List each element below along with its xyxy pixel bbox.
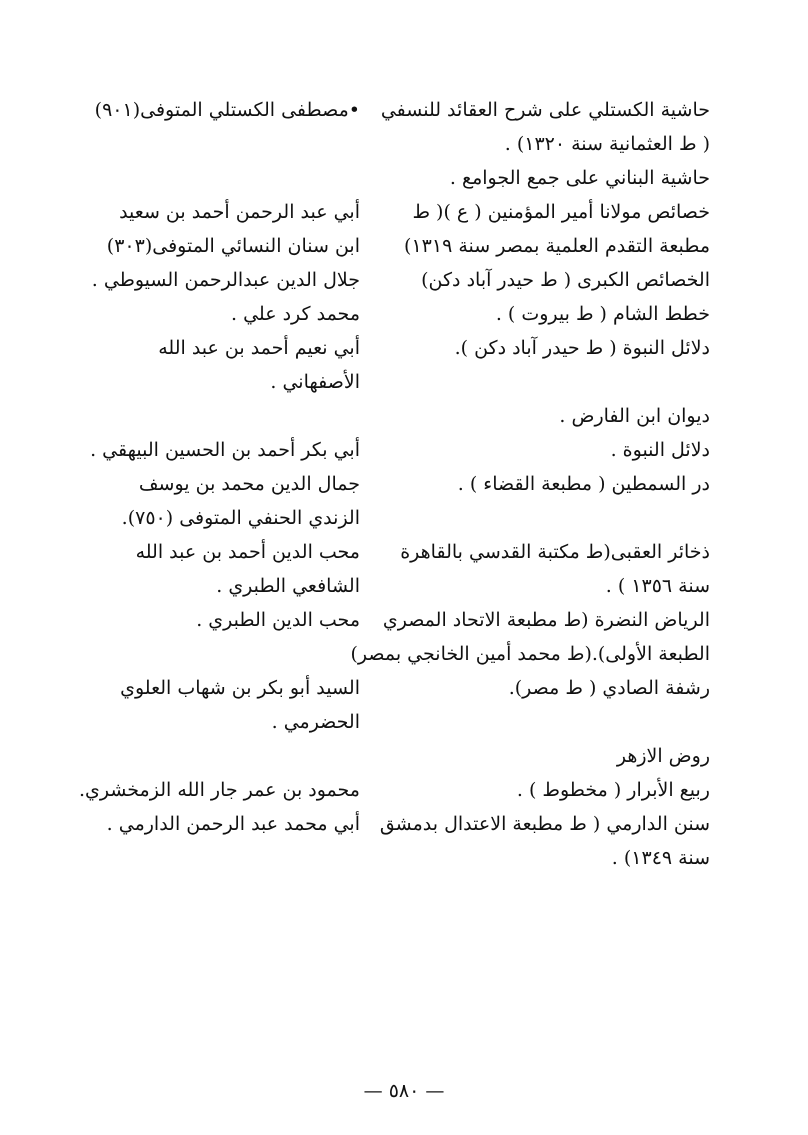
entry-title-line: الطبعة الأولى).(ط محمد أمين الخانجي بمصر) — [350, 643, 710, 665]
entry-author-line: الشافعي الطبري . — [216, 575, 360, 597]
bibliography-entry — [98, 807, 710, 875]
entry-title — [372, 195, 710, 263]
entry-author-line: محب الدين أحمد بن عبد الله — [135, 541, 360, 563]
entry-author — [98, 807, 360, 841]
entry-title — [372, 739, 710, 773]
entry-title-line: ربيع الأبرار ( مخطوط ) . — [516, 779, 710, 801]
entry-title-line: حاشية الكستلي على شرح العقائد للنسفي — [380, 99, 710, 121]
entry-title — [372, 433, 710, 467]
entry-title — [372, 535, 710, 603]
entry-title-line: سنن الدارمي ( ط مطبعة الاعتدال بدمشق — [379, 813, 710, 835]
bibliography-entry — [98, 603, 710, 671]
entry-title-line: ديوان ابن الفارض . — [559, 405, 710, 427]
bibliography-entry — [78, 773, 710, 807]
page-number: — ٥٨٠ — — [363, 1080, 445, 1102]
entry-author — [98, 535, 360, 603]
entry-title-line: سنة ١٣٤٩) . — [611, 847, 710, 869]
entry-title-line: سنة ١٣٥٦ ) . — [605, 575, 710, 597]
entry-author — [98, 467, 360, 535]
entry-author-line: أبي نعيم أحمد بن عبد الله — [158, 337, 360, 359]
entry-author-line: •مصطفى الكستلي المتوفى(٩٠١) — [94, 99, 360, 121]
entry-title-line: الرياض النضرة (ط مطبعة الاتحاد المصري — [382, 609, 710, 631]
entry-author-line: أبي عبد الرحمن أحمد بن سعيد — [119, 201, 360, 223]
entry-author-line: السيد أبو بكر بن شهاب العلوي — [120, 677, 360, 699]
bibliography-entry — [91, 263, 710, 297]
entry-title-line: روض الازهر — [616, 745, 710, 767]
entry-author — [94, 93, 360, 127]
entry-title-line: حاشية البناني على جمع الجوامع . — [449, 167, 710, 189]
entry-title-line: ذخائر العقبى(ط مكتبة القدسي بالقاهرة — [400, 541, 710, 563]
entry-title — [372, 263, 710, 297]
entry-title-line: خطط الشام ( ط بيروت ) . — [495, 303, 710, 325]
bibliography-entry — [98, 195, 710, 263]
entry-title-line: خصائص مولانا أمير المؤمنين ( ع )( ط — [412, 201, 710, 223]
entry-title-line: الخصائص الكبرى ( ط حيدر آباد دكن) — [421, 269, 710, 291]
bibliography-entry — [98, 161, 710, 195]
entry-author-line: أبي محمد عبد الرحمن الدارمي . — [106, 813, 360, 835]
bibliography-entry — [94, 93, 710, 161]
entry-author — [90, 433, 360, 467]
bibliography-entry — [98, 739, 710, 773]
entry-title — [372, 773, 710, 807]
entry-title — [372, 467, 710, 501]
entry-author — [98, 603, 360, 637]
entry-title — [350, 603, 710, 671]
bibliography-entry — [98, 399, 710, 433]
entry-author — [98, 671, 360, 739]
bibliography-entry — [98, 297, 710, 331]
bibliography-entry — [90, 433, 710, 467]
entry-author-line: أبي بكر أحمد بن الحسين البيهقي . — [90, 439, 360, 461]
entry-author-line: الزندي الحنفي المتوفى (٧٥٠). — [121, 507, 360, 529]
entry-title — [372, 297, 710, 331]
bibliography-list — [78, 93, 710, 875]
entry-author-line: محمد كرد علي . — [230, 303, 360, 325]
entry-title-line: دلائل النبوة ( ط حيدر آباد دكن ). — [454, 337, 710, 359]
entry-author-line: جلال الدين عبدالرحمن السيوطي . — [91, 269, 360, 291]
entry-title-line: دلائل النبوة . — [610, 439, 710, 461]
entry-author — [78, 773, 360, 807]
entry-author-line: الحضرمي . — [271, 711, 360, 733]
entry-author-line: ابن سنان النسائي المتوفى(٣٠٣) — [106, 235, 360, 257]
entry-title — [372, 399, 710, 433]
entry-title — [372, 331, 710, 365]
bibliography-entry — [98, 671, 710, 739]
entry-author-line: الأصفهاني . — [270, 371, 360, 393]
bibliography-entry — [98, 467, 710, 535]
entry-author — [98, 195, 360, 263]
entry-author-line: محمود بن عمر جار الله الزمخشري. — [78, 779, 360, 801]
entry-title — [372, 93, 710, 161]
entry-title-line: ( ط العثمانية سنة ١٣٢٠) . — [504, 133, 710, 155]
entry-title-line: مطبعة التقدم العلمية بمصر سنة ١٣١٩) — [404, 235, 710, 257]
entry-author — [98, 297, 360, 331]
entry-title — [372, 671, 710, 705]
entry-title-line: در السمطين ( مطبعة القضاء ) . — [457, 473, 710, 495]
entry-author — [98, 331, 360, 399]
bibliography-entry — [98, 331, 710, 399]
entry-author-line: جمال الدين محمد بن يوسف — [138, 473, 360, 495]
entry-title-line: رشفة الصادي ( ط مصر). — [508, 677, 710, 699]
entry-author-line: محب الدين الطبري . — [196, 609, 360, 631]
bibliography-entry — [98, 535, 710, 603]
entry-title — [372, 807, 710, 875]
entry-author — [91, 263, 360, 297]
entry-title — [372, 161, 710, 195]
